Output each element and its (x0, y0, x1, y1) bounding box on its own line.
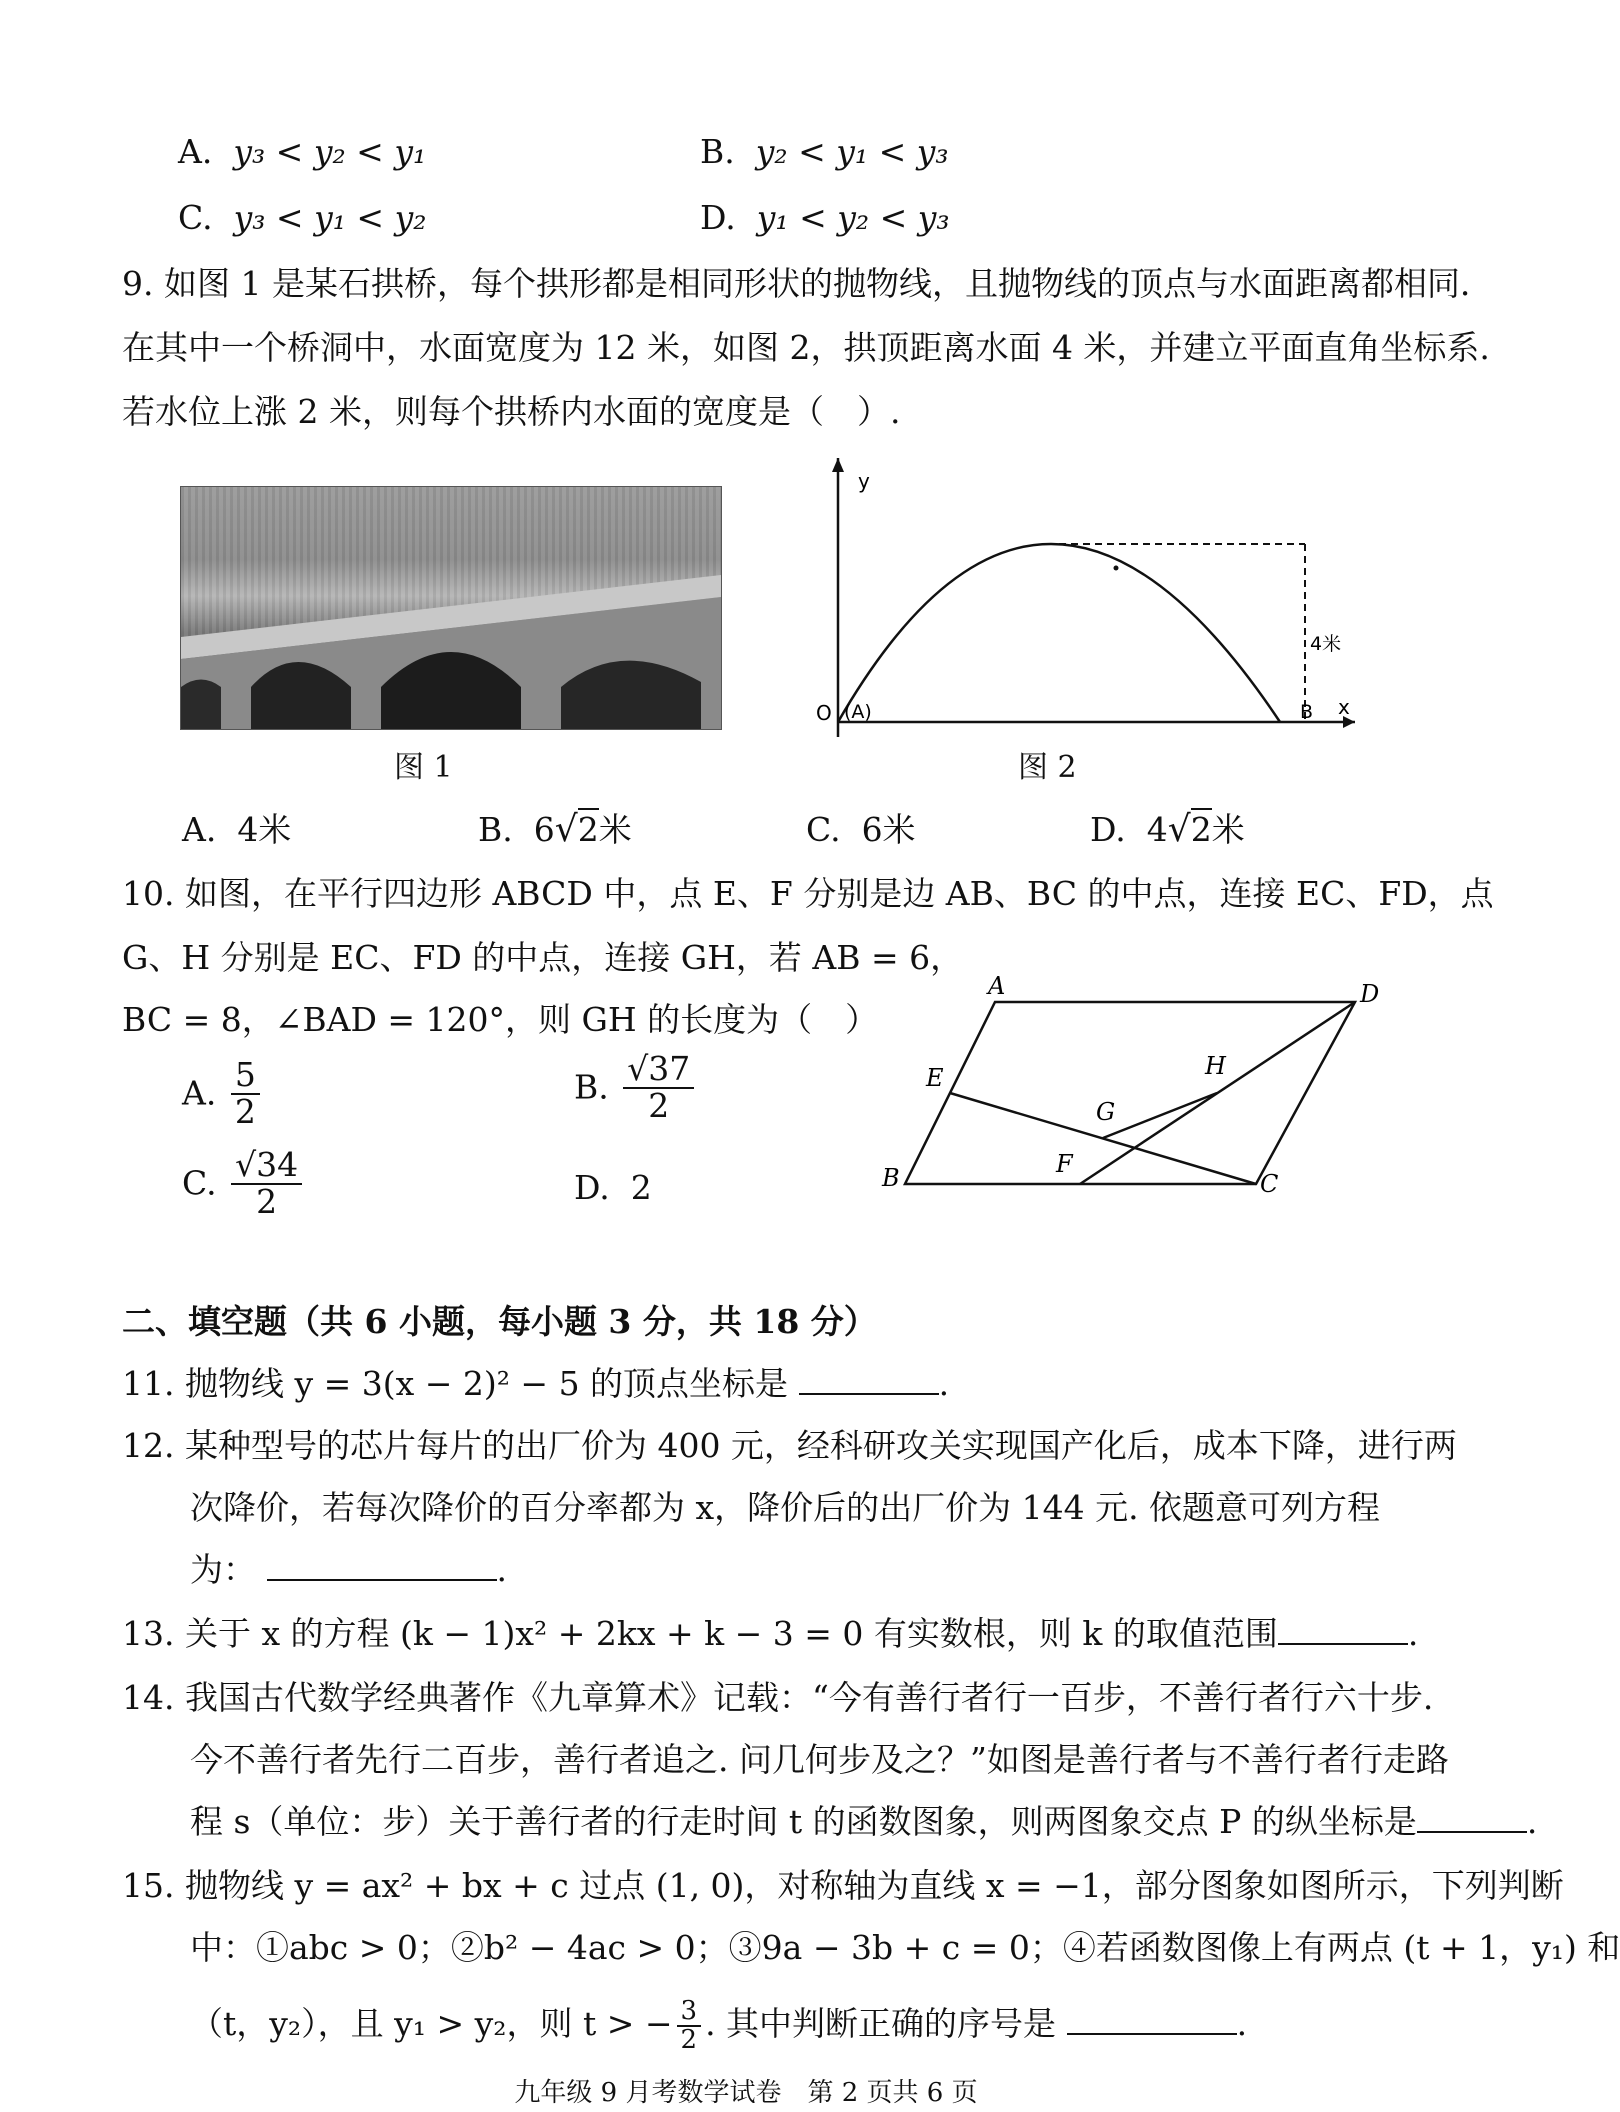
q10-option-a: A. $\frac{5}{2}$ (182, 1058, 264, 1129)
q9-option-b: B. 6√2米 (478, 809, 632, 850)
x-axis-label: x (1338, 695, 1350, 719)
q13-answer-blank[interactable] (1278, 1613, 1408, 1645)
q10-option-c: C. $\frac{√34}{2}$ (182, 1148, 306, 1219)
point-h-label: H (1205, 1052, 1226, 1080)
q12-answer-blank[interactable] (267, 1549, 497, 1581)
q9-line-3: 若水位上涨 2 米，则每个拱桥内水面的宽度是（ ）. (122, 392, 901, 431)
q11-answer-blank[interactable] (799, 1363, 939, 1395)
q10-option-b: B. $\frac{√37}{2}$ (574, 1052, 698, 1123)
q10-line-1: 10. 如图，在平行四边形 ABCD 中，点 E、F 分别是边 AB、BC 的中点，连接 EC、FD，点 (122, 874, 1494, 913)
q13: 13. 关于 x 的方程 (k − 1)x² + 2kx + k − 3 = 0 有实数根，则 k 的取值范围 . (122, 1614, 1419, 1653)
q14-answer-blank[interactable] (1417, 1801, 1527, 1833)
point-e-label: E (926, 1064, 944, 1092)
origin-label: O (816, 701, 832, 725)
q14-line-1: 14. 我国古代数学经典著作《九章算术》记载：“今有善行者行一百步，不善行者行六十步. (122, 1678, 1434, 1717)
q12-line-2: 次降价，若每次降价的百分率都为 x，降价后的出厂价为 144 元. 依题意可列方程 (190, 1488, 1381, 1527)
point-a-label: (A) (844, 701, 872, 723)
point-g-label: G (1096, 1098, 1116, 1126)
point-f-label: F (1056, 1150, 1073, 1178)
vertex-c-label: C (1260, 1170, 1279, 1198)
q8-option-c: C. y₃ < y₁ < y₂ (178, 198, 427, 237)
parallelogram-figure (870, 960, 1390, 1210)
q10-line-2: G、H 分别是 EC、FD 的中点，连接 GH，若 AB = 6， (122, 938, 964, 977)
q9-line-1: 9. 如图 1 是某石拱桥，每个拱形都是相同形状的抛物线，且抛物线的顶点与水面距离都相同． (122, 264, 1493, 303)
q8-option-b: B. y₂ < y₁ < y₃ (700, 132, 949, 171)
bridge-photo (180, 486, 720, 728)
q10-line-3: BC = 8，∠BAD = 120°，则 GH 的长度为（ ） (122, 1000, 879, 1039)
q14-line-2: 今不善行者先行二百步，善行者追之. 问几何步及之？”如图是善行者与不善行者行走路 (190, 1740, 1449, 1779)
figure-2-caption: 图 2 (1018, 750, 1077, 785)
q8-option-d: D. y₁ < y₂ < y₃ (700, 198, 950, 237)
q15-answer-blank[interactable] (1067, 2003, 1237, 2035)
q9-option-d: D. 4√2米 (1090, 809, 1245, 850)
figure-1-caption: 图 1 (394, 750, 453, 785)
q15-line-1: 15. 抛物线 y = ax² + bx + c 过点 (1, 0)，对称轴为直线 x = −1，部分图象如图所示，下列判断 (122, 1866, 1564, 1905)
q15-line-2: 中：①abc > 0；②b² − 4ac > 0；③9a − 3b + c = 0；④若函数图像上有两点 (t + 1，y₁) 和 (190, 1928, 1620, 1967)
page-footer: 九年级 9 月考数学试卷 第 2 页共 6 页 (514, 2078, 978, 2108)
q14-line-3: 程 s（单位：步）关于善行者的行走时间 t 的函数图象，则两图象交点 P 的纵坐标是 . (190, 1802, 1538, 1841)
height-label: 4米 (1310, 633, 1342, 655)
point-b-label: B (1300, 701, 1314, 723)
q15-line-3: （t，y₂），且 y₁ > y₂，则 t > − $\frac{3}{2}$ . 其中判断正确的序号是 . (190, 1995, 1248, 2055)
section-2-title: 二、填空题（共 6 小题，每小题 3 分，共 18 分） (122, 1302, 877, 1341)
q10-option-d: D. 2 (574, 1168, 652, 1207)
y-axis-label: y (858, 469, 870, 493)
vertex-b-label: B (882, 1164, 900, 1192)
vertex-a-label: A (988, 972, 1006, 1000)
q11: 11. 抛物线 y = 3(x − 2)² − 5 的顶点坐标是 . (122, 1364, 950, 1403)
vertex-d-label: D (1360, 980, 1380, 1008)
q9-option-c: C. 6米 (806, 810, 916, 849)
q12-line-3: 为： . (190, 1550, 507, 1589)
parabola-figure (800, 452, 1360, 742)
q8-option-a: A. y₃ < y₂ < y₁ (178, 132, 427, 171)
q9-line-2: 在其中一个桥洞中，水面宽度为 12 米，如图 2，拱顶距离水面 4 米，并建立平面直角坐标系. (122, 328, 1490, 367)
q12-line-1: 12. 某种型号的芯片每片的出厂价为 400 元，经科研攻关实现国产化后，成本下降，进行两 (122, 1426, 1457, 1465)
q9-option-a: A. 4米 (182, 810, 292, 849)
